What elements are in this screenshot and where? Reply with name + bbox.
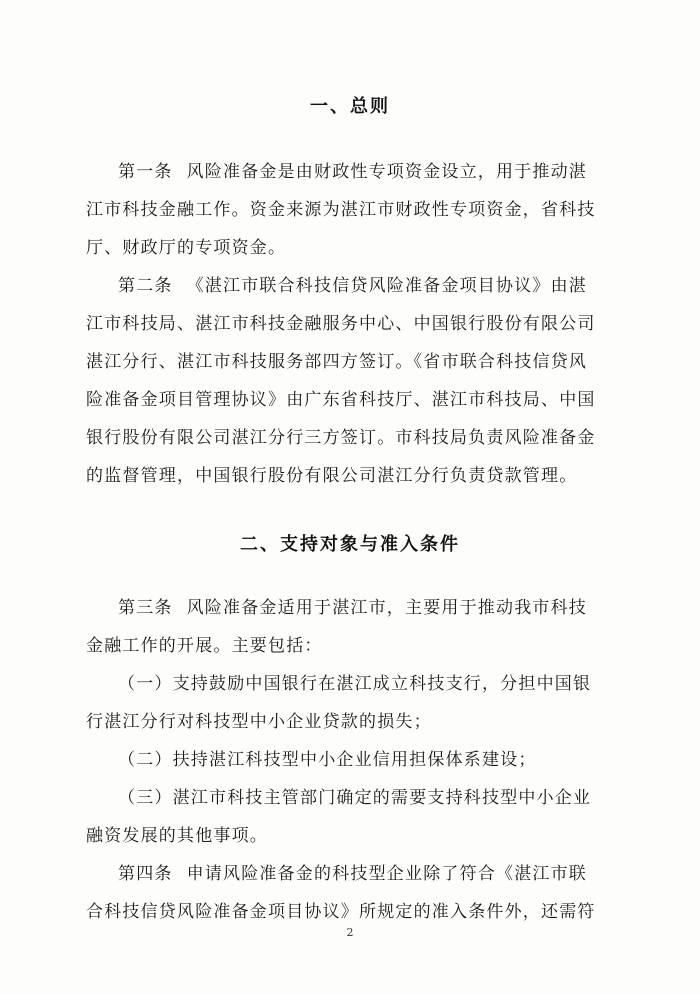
article-1-text-1: 风险准备金是由财政性专项资金设立，用于推动湛 [186,162,588,182]
article-1-label: 第一条 [118,162,173,182]
article-2-line-1 [118,274,678,298]
article-3-line-1 [118,596,678,620]
article-1-line-2: 江市科技金融工作。资金来源为湛江市财政性专项资金，省科技 [86,200,596,220]
article-2-line-4: 险准备金项目管理协议》由广东省科技厅、湛江市科技局、中国 [86,390,596,410]
article-3-item-1-line-1: （一）支持鼓励中国银行在湛江成立科技支行，分担中国银 [118,674,592,694]
article-3-label: 第三条 [118,598,173,618]
article-2-line-6: 的监督管理，中国银行股份有限公司湛江分行负责贷款管理。 [86,466,578,486]
article-2-line-3: 湛江分行、湛江市科技服务部四方签订。《省市联合科技信贷风 [86,352,588,372]
article-3-text-1: 风险准备金适用于湛江市，主要用于推动我市科技 [186,598,588,618]
article-2-text-1: 《湛江市联合科技信贷风险准备金项目协议》由湛 [186,276,588,296]
article-1-line-3: 厅、财政厅的专项资金。 [86,238,287,258]
article-3-item-2-line-1: （二）扶持湛江科技型中小企业信用担保体系建设； [118,750,537,770]
article-3-item-1-line-2: 行湛江分行对科技型中小企业贷款的损失； [86,712,432,732]
article-3-line-2: 金融工作的开展。主要包括： [86,636,323,656]
article-4-line-1 [118,862,678,886]
article-3-item-3-line-2: 融资发展的其他事项。 [86,826,268,846]
article-2-line-2: 江市科技局、湛江市科技金融服务中心、中国银行股份有限公司 [86,314,596,334]
page-number: 2 [346,926,354,939]
article-4-text-1: 申请风险准备金的科技型企业除了符合《湛江市联 [186,864,588,884]
article-4-line-2: 合科技信贷风险准备金项目协议》所规定的准入条件外，还需符 [86,902,596,922]
article-3-item-3-line-1: （三）湛江市科技主管部门确定的需要支持科技型中小企业 [118,788,592,808]
article-2-line-5: 银行股份有限公司湛江分行三方签订。市科技局负责风险准备金 [86,428,596,448]
article-1-line-1 [118,160,678,184]
section-heading-general: 一、总则 [310,96,390,117]
article-4-label: 第四条 [118,864,173,884]
section-heading-eligibility: 二、支持对象与准入条件 [240,534,460,555]
article-2-label: 第二条 [118,276,173,296]
